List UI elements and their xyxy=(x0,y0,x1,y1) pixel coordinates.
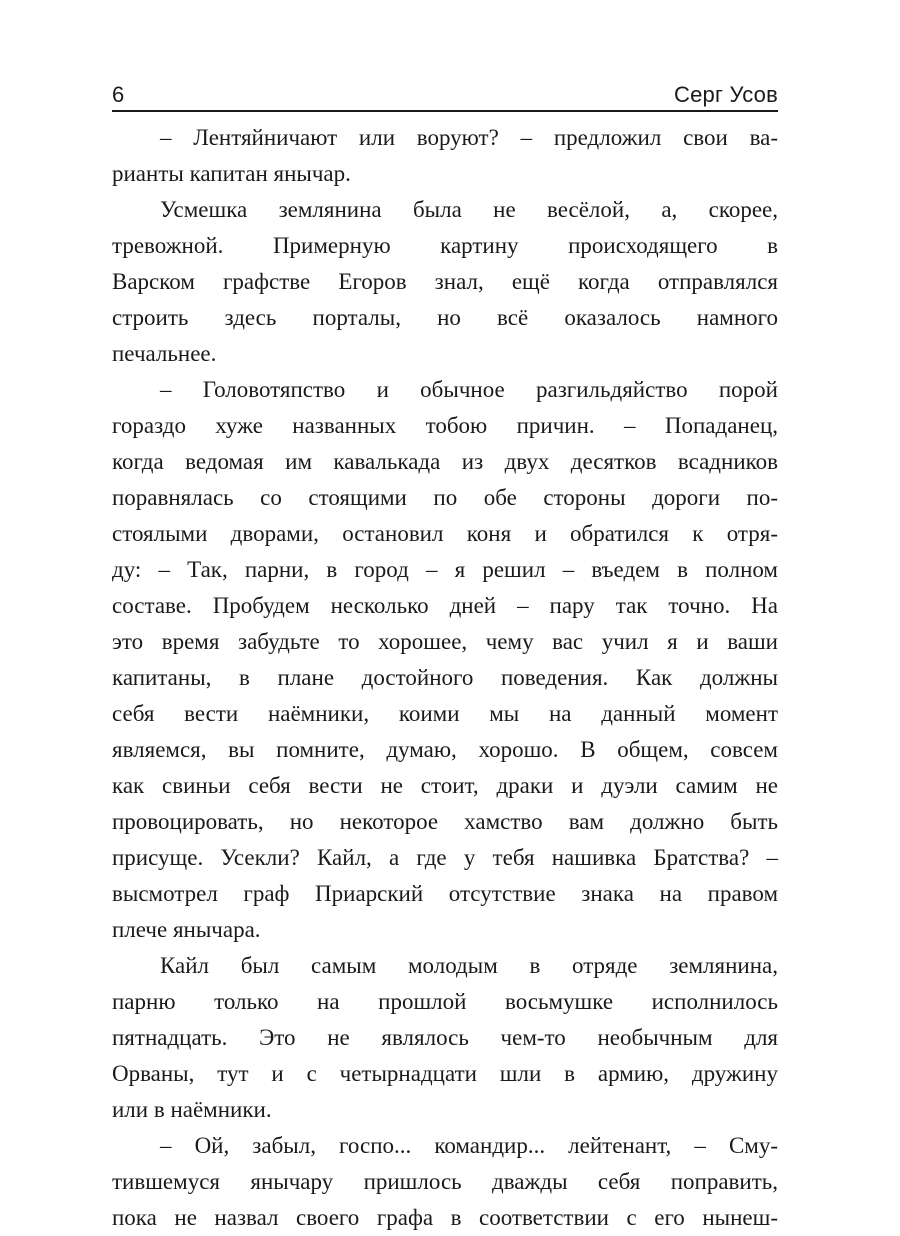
text-line: гораздо хуже названных тобою причин. – Попаданец, xyxy=(112,413,778,438)
text-line: стоялыми дворами, остановил коня и обратился к отря- xyxy=(112,521,778,546)
text-line: поравнялась со стоящими по обе стороны дороги по- xyxy=(112,485,778,510)
text-line: пятнадцать. Это не являлось чем-то необычным для xyxy=(112,1025,778,1050)
text-line: как свиньи себя вести не стоит, драки и дуэли самим не xyxy=(112,773,778,798)
text-line: плече янычара. xyxy=(112,917,261,942)
text-line: Орваны, тут и с четырнадцати шли в армию, дружину xyxy=(112,1061,778,1086)
text-line: составе. Пробудем несколько дней – пару так точно. На xyxy=(112,593,778,618)
text-line: провоцировать, но некоторое хамство вам должно быть xyxy=(112,809,778,834)
text-line: рианты капитан янычар. xyxy=(112,161,351,186)
header-rule xyxy=(112,110,778,112)
page-number: 6 xyxy=(112,82,125,107)
text-line: – Лентяйничают или воруют? – предложил свои ва- xyxy=(160,125,778,150)
text-line: тревожной. Примерную картину происходящего в xyxy=(112,233,778,258)
text-line: Усмешка землянина была не весёлой, а, скорее, xyxy=(160,197,778,222)
body-text xyxy=(112,120,778,1236)
text-line: тившемуся янычару пришлось дважды себя поправить, xyxy=(112,1169,778,1194)
text-line: это время забудьте то хорошее, чему вас учил я и ваши xyxy=(112,629,778,654)
text-line: капитаны, в плане достойного поведения. Как должны xyxy=(112,665,778,690)
text-line: Варском графстве Егоров знал, ещё когда отправлялся xyxy=(112,269,778,294)
text-line: когда ведомая им кавалькада из двух десятков всадников xyxy=(112,449,778,474)
text-line: – Головотяпство и обычное разгильдяйство порой xyxy=(160,377,778,402)
text-line: парню только на прошлой восьмушке исполнилось xyxy=(112,989,778,1014)
text-line: пока не назвал своего графа в соответствии с его нынеш- xyxy=(112,1205,778,1230)
text-line: или в наёмники. xyxy=(112,1097,272,1122)
author-name: Серг Усов xyxy=(674,82,778,107)
text-line: являемся, вы помните, думаю, хорошо. В общем, совсем xyxy=(112,737,778,762)
text-line: высмотрел граф Приарский отсутствие знака на правом xyxy=(112,881,778,906)
text-line: печальнее. xyxy=(112,341,217,366)
running-header xyxy=(112,78,778,112)
text-line: строить здесь порталы, но всё оказалось намного xyxy=(112,305,778,330)
text-line: себя вести наёмники, коими мы на данный момент xyxy=(112,701,778,726)
text-line: присуще. Усекли? Кайл, а где у тебя нашивка Братства? – xyxy=(112,845,778,870)
text-line: – Ой, забыл, госпо... командир... лейтенант, – Сму- xyxy=(160,1133,778,1158)
text-line: ду: – Так, парни, в город – я решил – въедем в полном xyxy=(112,557,778,582)
text-line: Кайл был самым молодым в отряде землянина, xyxy=(160,953,778,978)
